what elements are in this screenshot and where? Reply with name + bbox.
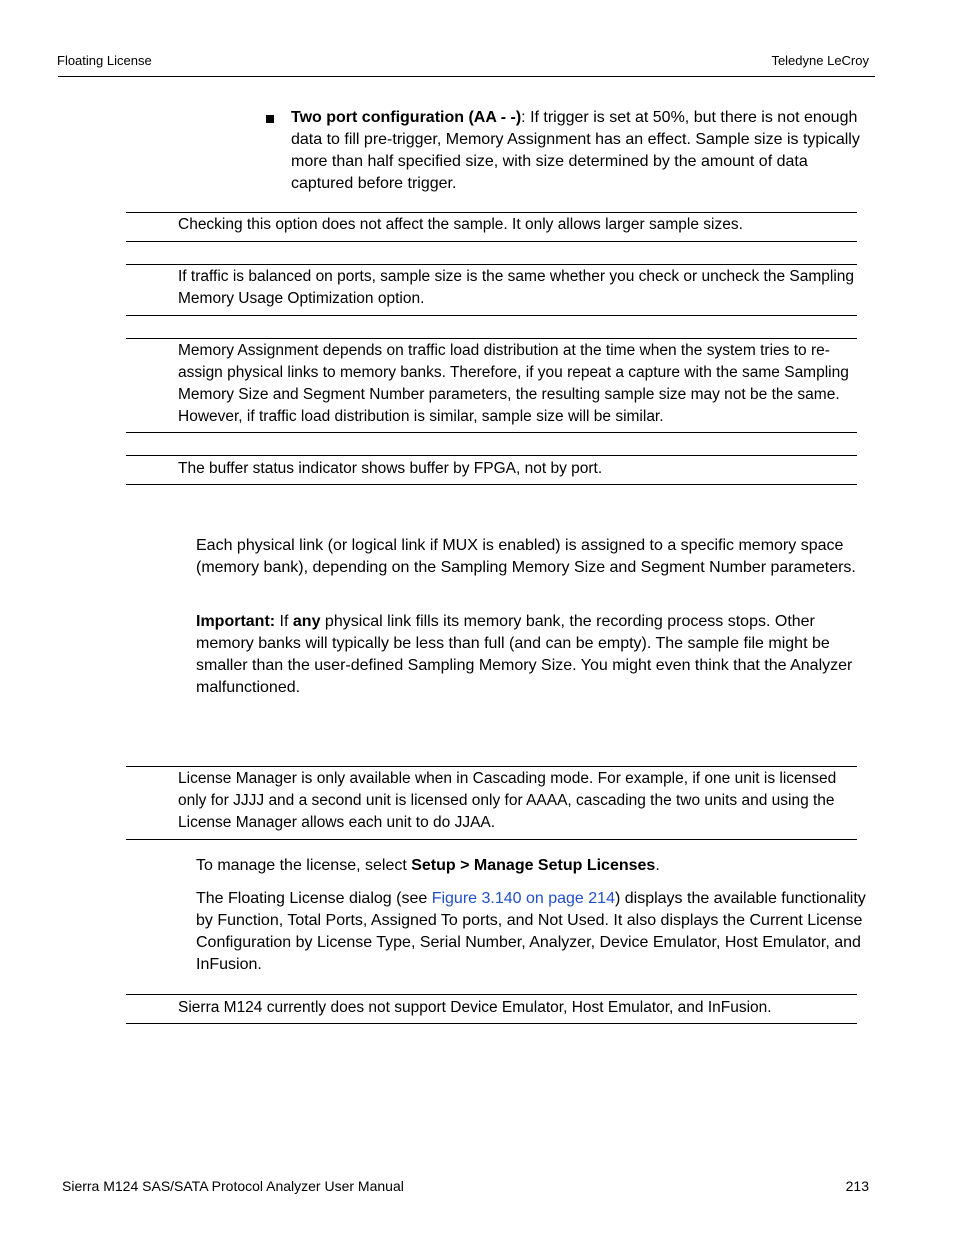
note-rule-bottom bbox=[126, 241, 857, 242]
note-sample-option: Checking this option does not affect the sample. It only allows larger sample sizes. bbox=[178, 216, 743, 233]
note-rule-bottom bbox=[126, 484, 857, 485]
note-buffer-status: The buffer status indicator shows buffer by FPGA, not by port. bbox=[178, 460, 603, 477]
important-label: Important: bbox=[196, 613, 276, 630]
note-rule-top bbox=[126, 766, 857, 767]
important-text-post: physical link fills its memory bank, the recording process stops. Other memory banks will typically be less than full (and can be empty). The sample file might be smaller than the user-defined Sampling Memory Size. You might even think that the Analyzer malfunctioned. bbox=[196, 613, 853, 696]
bullet-term: Two port configuration (AA - -) bbox=[291, 109, 522, 126]
header-divider bbox=[58, 76, 875, 77]
paragraph-floating-license-dialog bbox=[196, 888, 874, 976]
note-rule-top bbox=[126, 264, 857, 265]
note-license-manager: License Manager is only available when in Cascading mode. For example, if one unit is licensed only for JJJJ and a second unit is licensed only for AAAA, cascading the two units and using the License Manager allows each unit to do JJAA. bbox=[178, 770, 837, 831]
note-rule-bottom bbox=[126, 432, 857, 433]
footer-page-number: 213 bbox=[845, 1178, 869, 1194]
bullet-text: : If trigger is set at 50%, but there is not enough data to fill pre-trigger, Memory Assignment has an effect. Sample size is typically more than half specified size, with size determined by the amount of data captured before trigger. bbox=[291, 109, 860, 192]
square-bullet-icon bbox=[266, 115, 274, 123]
running-header-title: Floating License bbox=[57, 53, 152, 68]
note-balanced-traffic: If traffic is balanced on ports, sample size is the same whether you check or uncheck the Sampling Memory Usage Optimization option. bbox=[178, 268, 855, 307]
footer-manual-title: Sierra M124 SAS/SATA Protocol Analyzer User Manual bbox=[62, 1178, 404, 1194]
paragraph-memory-bank: Each physical link (or logical link if MUX is enabled) is assigned to a specific memory space (memory bank), depending on the Sampling Memory Size and Segment Number parameters. bbox=[196, 537, 856, 576]
note-rule-bottom bbox=[126, 1023, 857, 1024]
note-memory-assignment: Memory Assignment depends on traffic load distribution at the time when the system tries to re-assign physical links to memory banks. Therefore, if you repeat a capture with the same Sampling Memory Size and Segment Number parameters, the resulting sample size may not be the same. However, if traffic load distribution is similar, sample size will be similar. bbox=[178, 342, 849, 425]
note-rule-top bbox=[126, 994, 857, 995]
note-rule-bottom bbox=[126, 315, 857, 316]
note-rule-top bbox=[126, 455, 857, 456]
dialog-text-pre: The Floating License dialog (see bbox=[196, 890, 432, 907]
manage-text-pre: To manage the license, select bbox=[196, 857, 412, 874]
important-text-pre: If bbox=[275, 613, 293, 630]
note-rule-top bbox=[126, 212, 857, 213]
figure-link[interactable]: Figure 3.140 on page 214 bbox=[431, 890, 615, 907]
running-header-company: Teledyne LeCroy bbox=[771, 53, 869, 68]
paragraph-manage-license bbox=[196, 855, 870, 877]
menu-command: Setup > Manage Setup Licenses bbox=[411, 857, 656, 874]
bullet-two-port-configuration bbox=[291, 107, 863, 195]
important-any: any bbox=[292, 613, 321, 630]
paragraph-important bbox=[196, 611, 870, 699]
note-rule-top bbox=[126, 338, 857, 339]
note-rule-bottom bbox=[126, 839, 857, 840]
manage-text-post: . bbox=[655, 857, 660, 874]
dialog-text-post: ) displays the available functionality by Function, Total Ports, Assigned To ports, and Not Used. It also displays the Current License Configuration by License Type, Serial Number, Analyzer, Device Emulator, Host Emulator, and InFusion. bbox=[196, 890, 866, 973]
note-unsupported-features: Sierra M124 currently does not support Device Emulator, Host Emulator, and InFusion. bbox=[178, 999, 772, 1016]
